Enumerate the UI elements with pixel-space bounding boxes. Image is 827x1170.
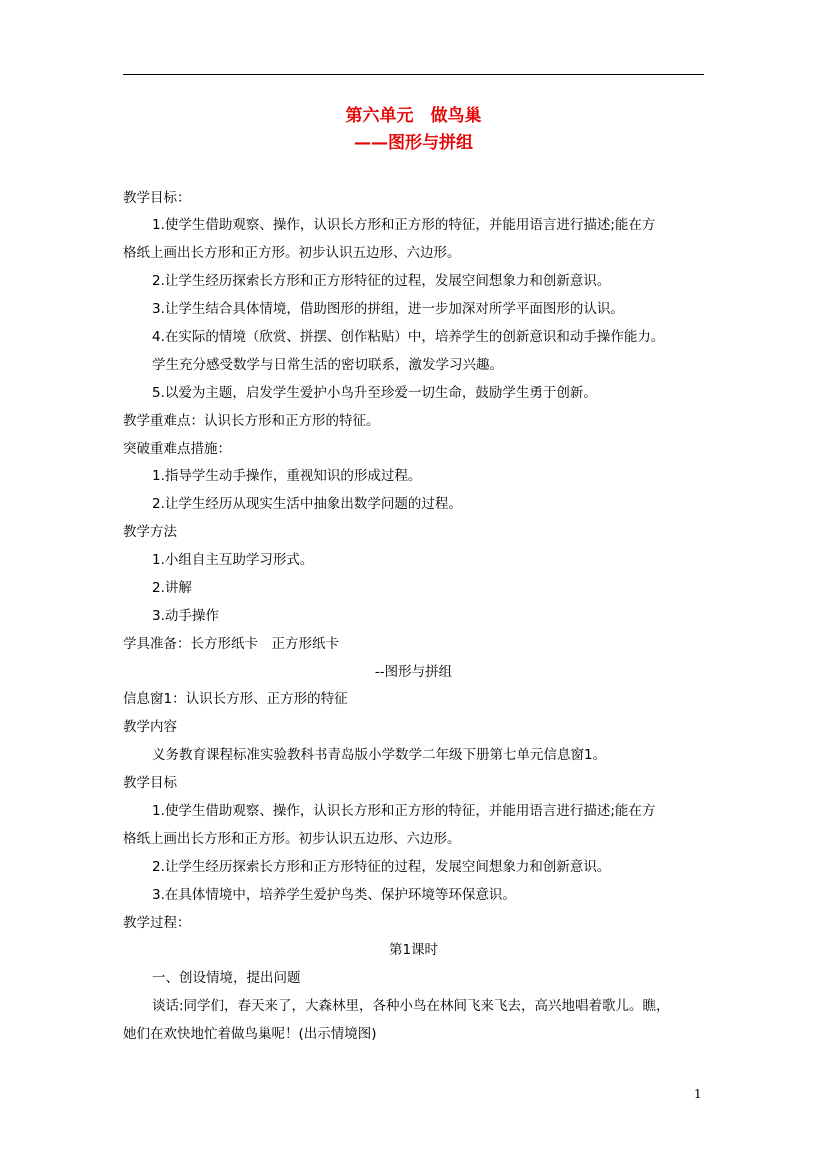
heading-teaching-goals-2: 教学目标	[123, 775, 177, 791]
paragraph-line: 2.让学生经历探索长方形和正方形特征的过程，发展空间想象力和创新意识。	[152, 273, 611, 289]
header-rule	[123, 74, 704, 75]
heading-content: 教学内容	[123, 719, 177, 735]
heading-methods: 教学方法	[123, 524, 177, 540]
heading-key-points: 教学重难点：认识长方形和正方形的特征。	[123, 413, 380, 429]
paragraph-line: 3.让学生结合具体情境，借助图形的拼组，进一步加深对所学平面图形的认识。	[152, 301, 624, 317]
heading-measures: 突破重难点措施：	[123, 441, 231, 457]
paragraph-line: 1.使学生借助观察、操作，认识长方形和正方形的特征，并能用语言进行描述;能在方	[152, 217, 656, 233]
paragraph-line: 1.小组自主互助学习形式。	[152, 552, 314, 568]
heading-process: 教学过程：	[123, 915, 191, 931]
section-subtitle: --图形与拼组	[374, 664, 453, 680]
paragraph-line: 义务教育课程标准实验教科书青岛版小学数学二年级下册第七单元信息窗1。	[152, 747, 607, 763]
paragraph-line: 学生充分感受数学与日常生活的密切联系，激发学习兴趣。	[152, 357, 503, 373]
paragraph-line: 2.让学生经历探索长方形和正方形特征的过程，发展空间想象力和创新意识。	[152, 859, 611, 875]
heading-info-window: 信息窗1：认识长方形、正方形的特征	[123, 691, 348, 707]
paragraph-line: 1.使学生借助观察、操作，认识长方形和正方形的特征，并能用语言进行描述;能在方	[152, 803, 656, 819]
paragraph-line: 2.让学生经历从现实生活中抽象出数学问题的过程。	[152, 496, 462, 512]
unit-subtitle: ——图形与拼组	[354, 133, 473, 153]
paragraph-line: 2.讲解	[152, 580, 192, 596]
paragraph-line: 谈话:同学们，春天来了，大森林里，各种小鸟在林间飞来飞去，高兴地唱着歌儿。瞧，	[152, 998, 670, 1014]
paragraph-line: 一、创设情境，提出问题	[152, 970, 301, 986]
paragraph-line: 格纸上画出长方形和正方形。初步认识五边形、六边形。	[123, 245, 461, 261]
unit-title: 第六单元 做鸟巢	[345, 106, 482, 126]
paragraph-line: 3.在具体情境中，培养学生爱护鸟类、保护环境等环保意识。	[152, 887, 516, 903]
paragraph-line: 3.动手操作	[152, 608, 219, 624]
paragraph-line: 5.以爱为主题，启发学生爱护小鸟升至珍爱一切生命，鼓励学生勇于创新。	[152, 385, 597, 401]
lesson-number: 第1课时	[388, 942, 439, 958]
paragraph-line: 4.在实际的情境（欣赏、拼摆、创作粘贴）中，培养学生的创新意识和动手操作能力。	[152, 329, 665, 345]
heading-teaching-goals: 教学目标：	[123, 190, 191, 206]
paragraph-line: 她们在欢快地忙着做鸟巢呢！(出示情境图)	[123, 1026, 377, 1042]
paragraph-line: 格纸上画出长方形和正方形。初步认识五边形、六边形。	[123, 831, 461, 847]
heading-materials: 学具准备：长方形纸卡 正方形纸卡	[123, 636, 339, 652]
page-number: 1	[694, 1087, 702, 1101]
paragraph-line: 1.指导学生动手操作，重视知识的形成过程。	[152, 468, 422, 484]
